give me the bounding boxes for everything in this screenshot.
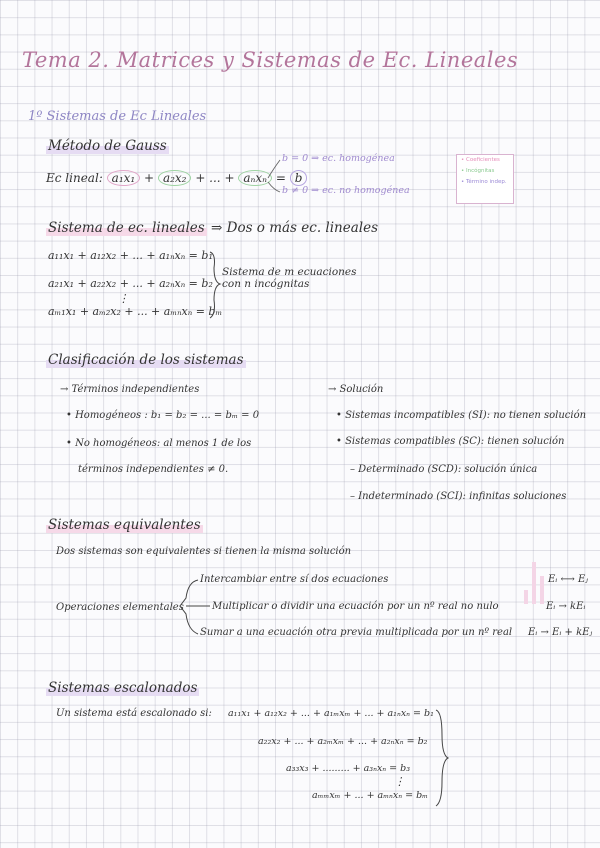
echelon-definition: Un sistema está escalonado si: xyxy=(56,708,212,719)
classification-heading: Clasificación de los sistemas xyxy=(48,352,244,368)
left-item: • No homogéneos: al menos 1 de los xyxy=(66,438,252,449)
operation-item: Multiplicar o dividir una ecuación por un nº real no nulo xyxy=(212,601,499,612)
legend-unknowns: • Incógnitas xyxy=(461,168,495,174)
right-item: – Indeterminado (SCI): infinitas soluciones xyxy=(350,491,567,502)
echelon-row: aₘₘxₘ + ... + aₘₙxₙ = bₘ xyxy=(312,790,429,801)
legend-independent: • Término indep. xyxy=(461,179,507,185)
echelon-row: a₂₂x₂ + ... + a₂ₘxₘ + ... + a₂ₙxₙ = b₂ xyxy=(258,736,428,747)
system-row: aₘ₁x₁ + aₘ₂x₂ + ... + aₘₙxₙ = bₘ xyxy=(48,305,223,318)
left-item: términos independientes ≠ 0. xyxy=(78,464,229,475)
left-title: → Términos independientes xyxy=(60,384,200,395)
equivalent-definition: Dos sistemas son equivalentes si tienen la misma solución xyxy=(56,546,352,557)
right-item: – Determinado (SCD): solución única xyxy=(350,464,538,475)
system-heading: Sistema de ec. lineales ⇒ Dos o más ec. lineales xyxy=(48,220,379,236)
notation: Eᵢ → kEᵢ xyxy=(546,601,586,612)
legend-coefficients: • Coeficientes xyxy=(461,157,500,163)
section-heading: 1º Sistemas de Ec Lineales xyxy=(28,109,207,124)
system-row: a₁₁x₁ + a₁₂x₂ + ... + a₁ₙxₙ = b₁ xyxy=(48,249,213,262)
vertical-dots: ⋮ xyxy=(394,775,405,788)
system-note: con n incógnitas xyxy=(222,278,310,290)
color-legend xyxy=(456,154,514,204)
left-item: • Homogéneos : b₁ = b₂ = ... = bₘ = 0 xyxy=(66,410,260,421)
operation-item: Sumar a una ecuación otra previa multiplicada por un nº real xyxy=(200,627,513,638)
ops-label: Operaciones elementales xyxy=(56,602,184,613)
system-note: Sistema de m ecuaciones xyxy=(222,266,357,278)
coefficient-term: a₁x₁ xyxy=(107,170,141,186)
echelon-row: a₁₁x₁ + a₁₂x₂ + ... + a₁ₘxₘ + ... + a₁ₙxₙ = b₁ xyxy=(228,708,434,719)
operation-item: Intercambiar entre sí dos ecuaciones xyxy=(200,574,389,585)
independent-term: b xyxy=(290,170,308,186)
homogeneous-note: b = 0 ⇒ ec. homogénea xyxy=(282,153,395,164)
system-row: a₂₁x₁ + a₂₂x₂ + ... + a₂ₙxₙ = b₂ xyxy=(48,277,213,290)
non-homogeneous-note: b ≠ 0 ⇒ ec. no homogénea xyxy=(282,185,410,196)
gauss-heading: Método de Gauss xyxy=(48,138,167,154)
unknown-term: a₂x₂ xyxy=(158,170,192,186)
notation: Eᵢ ⟷ Eⱼ xyxy=(548,574,588,585)
unknown-term: aₙxₙ xyxy=(238,170,272,186)
notation: Eᵢ → Eᵢ + kEⱼ xyxy=(528,627,593,638)
linear-equation: Ec lineal: a₁x₁ + a₂x₂ + ... + aₙxₙ = b xyxy=(46,170,307,186)
echelon-row: a₃₃x₃ + ......... + a₃ₙxₙ = b₃ xyxy=(286,763,411,774)
echelon-heading: Sistemas escalonados xyxy=(48,680,198,696)
right-item: • Sistemas incompatibles (SI): no tienen solución xyxy=(336,410,587,421)
right-title: → Solución xyxy=(328,384,384,395)
right-item: • Sistemas compatibles (SC): tienen solución xyxy=(336,436,565,447)
vertical-dots: ⋮ xyxy=(118,292,129,305)
page-title: Tema 2. Matrices y Sistemas de Ec. Lineales xyxy=(22,48,519,72)
equivalent-heading: Sistemas equivalentes xyxy=(48,517,201,533)
